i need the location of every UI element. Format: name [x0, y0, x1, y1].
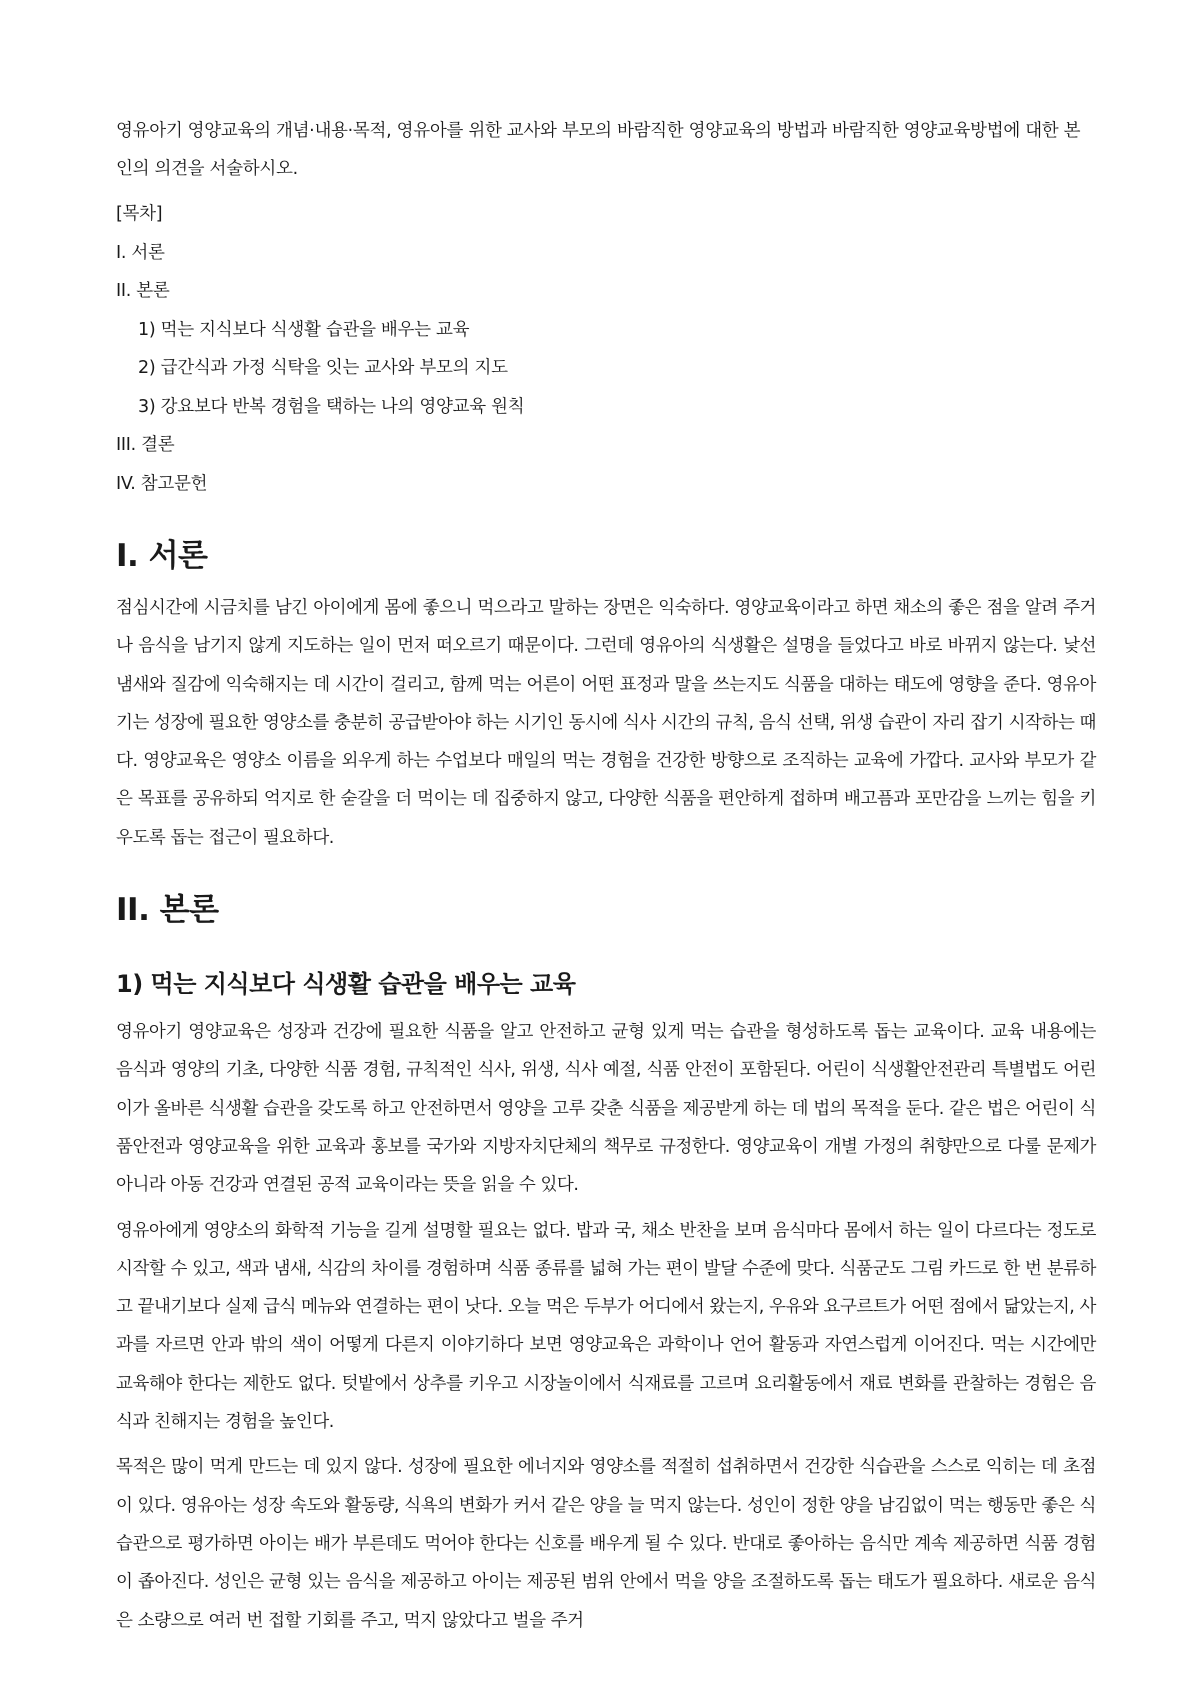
toc-subitem-2: 2) 급간식과 가정 식탁을 잇는 교사와 부모의 지도: [138, 358, 508, 378]
section-1-heading: 1) 먹는 지식보다 식생활 습관을 배우는 교육: [116, 970, 576, 999]
section-1-paragraph-1: 영유아기 영양교육은 성장과 건강에 필요한 식품을 알고 안전하고 균형 있게 먹는 습관을 형성하도록 돕는 교육이다. 교육 내용에는 음식과 영양의 기초, 다양한 식품 경험, 규칙적인 식사, 위생, 식사 예절, 식품 안전이 포함된다. 어린이 식생활안전관리 특별법도 어린이가 올바른 식생활 습관을 갖도록 하고 안전하면서 영양을 고루 갖춘 식품을 제공받게 하는 데 법의 목적을 둔다. 같은 법은 어린이 식품안전과 영양교육을 위한 교육과 홍보를 국가와 지방자치단체의 책무로 규정한다. 영양교육이 개별 가정의 취향만으로 다룰 문제가 아니라 아동 건강과 연결된 공적 교육이라는 뜻을 읽을 수 있다.: [116, 1022, 1096, 1196]
table-of-contents: [116, 195, 1096, 503]
body-heading: II. 본론: [116, 892, 219, 929]
section-1-paragraph-2: 영유아에게 영양소의 화학적 기능을 길게 설명할 필요는 없다. 밥과 국, 채소 반찬을 보며 음식마다 몸에서 하는 일이 다르다는 정도로 시작할 수 있고, 색과 냄새, 식감의 차이를 경험하며 식품 종류를 넓혀 가는 편이 발달 수준에 맞다. 식품군도 그림 카드로 한 번 분류하고 끝내기보다 실제 급식 메뉴와 연결하는 편이 낫다. 오늘 먹은 두부가 어디에서 왔는지, 우유와 요구르트가 어떤 점에서 닮았는지, 사과를 자르면 안과 밖의 색이 어떻게 다른지 이야기하다 보면 영양교육은 과학이나 언어 활동과 자연스럽게 이어진다. 먹는 시간에만 교육해야 한다는 제한도 없다. 텃밭에서 상추를 키우고 시장놀이에서 식재료를 고르며 요리활동에서 재료 변화를 관찰하는 경험은 음식과 친해지는 경험을 높인다.: [116, 1220, 1096, 1433]
assignment-question: 영유아기 영양교육의 개념·내용·목적, 영유아를 위한 교사와 부모의 바람직한 영양교육의 방법과 바람직한 영양교육방법에 대한 본인의 의견을 서술하시오.: [116, 121, 1081, 179]
toc-subitem-3: 3) 강요보다 반복 경험을 택하는 나의 영양교육 원칙: [138, 396, 525, 417]
toc-heading: [목차]: [116, 204, 163, 224]
intro-paragraph: 점심시간에 시금치를 남긴 아이에게 몸에 좋으니 먹으라고 말하는 장면은 익숙하다. 영양교육이라고 하면 채소의 좋은 점을 알려 주거나 음식을 남기지 않게 지도하는 일이 먼저 떠오르기 때문이다. 그런데 영유아의 식생활은 설명을 들었다고 바로 바뀌지 않는다. 낯선 냄새와 질감에 익숙해지는 데 시간이 걸리고, 함께 먹는 어른이 어떤 표정과 말을 쓰는지도 식품을 대하는 태도에 영향을 준다. 영유아기는 성장에 필요한 영양소를 충분히 공급받아야 하는 시기인 동시에 식사 시간의 규칙, 음식 선택, 위생 습관이 자리 잡기 시작하는 때다. 영양교육은 영양소 이름을 외우게 하는 수업보다 매일의 먹는 경험을 건강한 방향으로 조직하는 교육에 가깝다. 교사와 부모가 같은 목표를 공유하되 억지로 한 숟갈을 더 먹이는 데 집중하지 않고, 다양한 식품을 편안하게 접하며 배고픔과 포만감을 느끼는 힘을 키우도록 돕는 접근이 필요하다.: [116, 598, 1096, 848]
intro-heading: I. 서론: [116, 538, 208, 574]
toc-subitem-1: 1) 먹는 지식보다 식생활 습관을 배우는 교육: [138, 319, 470, 340]
document-page: [116, 112, 1096, 1647]
toc-item-references: IV. 참고문헌: [116, 473, 208, 494]
toc-item-intro: I. 서론: [116, 242, 165, 263]
toc-item-conclusion: III. 결론: [116, 435, 175, 455]
toc-item-body: II. 본론: [116, 281, 170, 301]
section-1-paragraph-3: 목적은 많이 먹게 만드는 데 있지 않다. 성장에 필요한 에너지와 영양소를 적절히 섭취하면서 건강한 식습관을 스스로 익히는 데 초점이 있다. 영유아는 성장 속도와 활동량, 식욕의 변화가 커서 같은 양을 늘 먹지 않는다. 성인이 정한 양을 남김없이 먹는 행동만 좋은 식습관으로 평가하면 아이는 배가 부른데도 먹어야 한다는 신호를 배우게 될 수 있다. 반대로 좋아하는 음식만 계속 제공하면 식품 경험이 좁아진다. 성인은 균형 있는 음식을 제공하고 아이는 제공된 범위 안에서 먹을 양을 조절하도록 돕는 태도가 필요하다. 새로운 음식은 소량으로 여러 번 접할 기회를 주고, 먹지 않았다고 벌을 주거: [116, 1457, 1096, 1631]
